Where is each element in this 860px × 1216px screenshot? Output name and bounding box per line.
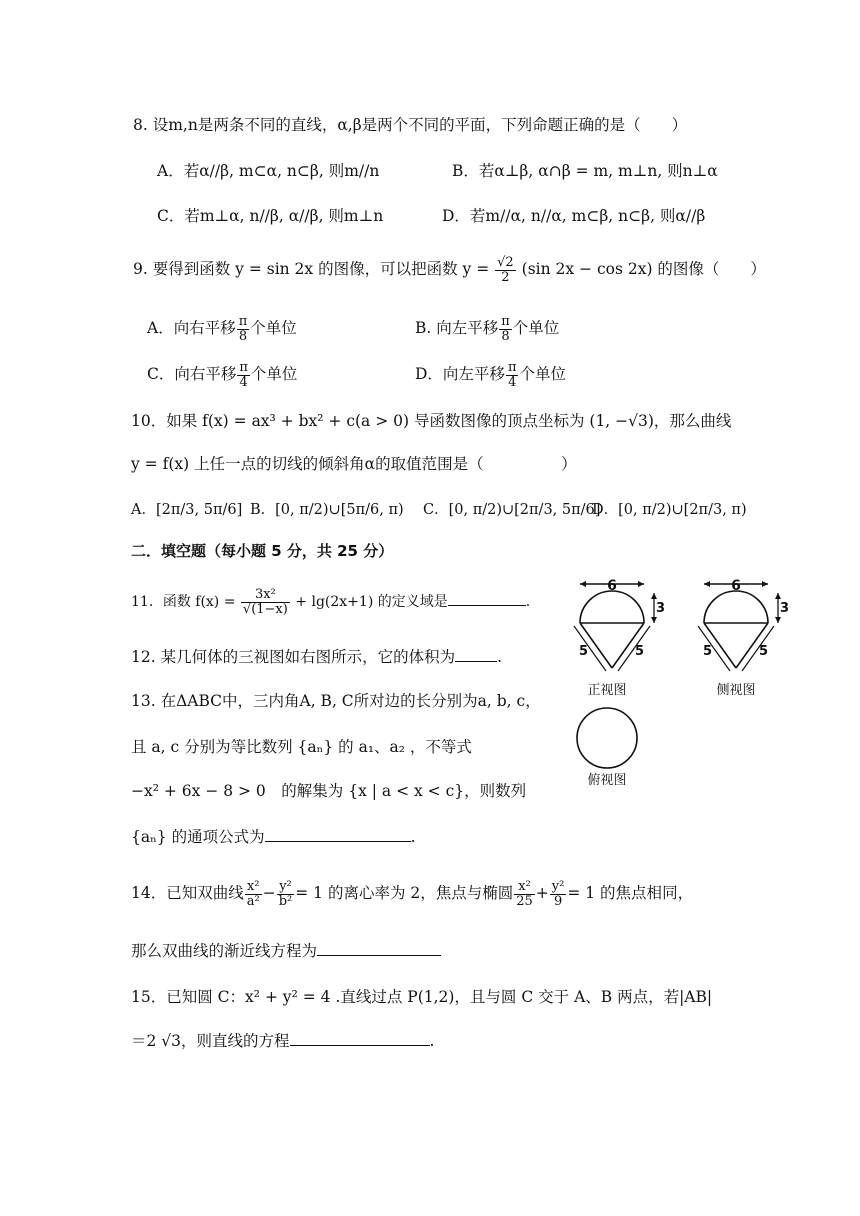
q14-line2 [131, 944, 441, 960]
q11-fraction [241, 588, 290, 616]
q9-option-b [415, 315, 559, 343]
q9-b-fraction [499, 315, 512, 343]
front-dim-right: 5 [635, 644, 645, 659]
q12-answer-blank[interactable] [455, 660, 497, 662]
section-heading-fill-in: 二．填空题（每小题 5 分，共 25 分） [131, 542, 394, 560]
q8-stem: 8. 设m,n是两条不同的直线，α,β是两个不同的平面，下列命题正确的是（ ） [133, 116, 688, 134]
q9-stem-part-b: (sin 2x − cos 2x) 的图像（ ） [521, 260, 766, 279]
q9-a-fraction [237, 315, 250, 343]
q9-b-num: π [501, 314, 510, 329]
q12-end: . [497, 648, 503, 666]
q9-stem [133, 256, 766, 284]
q11-pre: 11．函数 f(x) = [131, 594, 236, 611]
q10-option-c: C．[0, π/2)∪[2π/3, 5π/6] [423, 502, 601, 518]
q14-frac2-num: y² [277, 880, 295, 895]
q8-option-d: D．若m//α, n//α, m⊂β, n⊂β, 则α//β [442, 207, 706, 225]
front-dim-top: 6 [607, 578, 617, 594]
label-side-view: 侧视图 [716, 683, 756, 698]
q9-stem-fraction [495, 256, 516, 284]
q9-a-pre: A．向右平移 [147, 319, 236, 338]
q9-d-num: π [507, 360, 517, 375]
q9-c-den: 4 [239, 374, 248, 390]
q14-frac1 [245, 880, 262, 908]
top-view [577, 708, 637, 788]
q9-a-den: 8 [238, 328, 248, 344]
q9-b-pre: B. 向左平移 [415, 319, 499, 338]
q9-option-d [415, 361, 566, 389]
side-dim-top: 6 [731, 578, 741, 594]
q13-line2: 且 a, c 分别为等比数列 {aₙ} 的 a₁、a₂ ，不等式 [131, 738, 472, 756]
q9-a-num: π [238, 314, 248, 329]
q9-d-den: 4 [508, 374, 517, 390]
q15-line2 [131, 1034, 434, 1050]
label-front-view: 正视图 [587, 683, 627, 698]
q14-frac2 [277, 880, 295, 908]
side-view [698, 578, 789, 698]
q9-stem-part-a: 9. 要得到函数 y = sin 2x 的图像，可以把函数 y = [133, 260, 490, 279]
q8-option-c: C．若m⊥α, n//β, α//β, 则m⊥n [157, 207, 384, 225]
q9-d-pre: D．向左平移 [415, 365, 505, 384]
q13-line4 [131, 830, 416, 846]
front-dim-left: 5 [579, 644, 589, 659]
q9-c-fraction [237, 361, 250, 389]
q9-a-post: 个单位 [250, 319, 297, 338]
q12 [131, 650, 502, 666]
three-view-figure [562, 576, 792, 796]
q11-post: + lg(2x+1) 的定义域是 [295, 594, 448, 611]
q14-frac3-num: x² [514, 880, 535, 895]
side-dim-height: 3 [780, 601, 790, 616]
q11-answer-blank[interactable] [448, 604, 526, 606]
side-dim-right: 5 [759, 644, 769, 659]
q14-minus: − [262, 884, 276, 903]
q15-line2-text: ＝2 √3，则直线的方程 [131, 1032, 290, 1050]
q14-frac3-den: 25 [516, 893, 533, 909]
q8-option-a: A．若α//β, m⊂α, n⊂β, 则m//n [157, 162, 380, 180]
q10-line1: 10．如果 f(x) = ax³ + bx² + c(a > 0) 导函数图像的顶点坐标为 (1, −√3)，那么曲线 [131, 412, 732, 430]
q14-plus: + [535, 884, 549, 903]
q9-b-den: 8 [501, 328, 510, 344]
q12-text: 12. 某几何体的三视图如右图所示，它的体积为 [131, 648, 456, 666]
q15-line1: 15．已知圆 C：x² + y² = 4 .直线过点 P(1,2)，且与圆 C 交于 A、B 两点，若|AB| [131, 988, 713, 1006]
front-dim-height: 3 [656, 601, 666, 616]
q8-option-b: B．若α⊥β, α∩β = m, m⊥n, 则n⊥α [452, 162, 718, 180]
q11 [131, 588, 530, 616]
q13-end: . [410, 828, 416, 846]
q9-c-post: 个单位 [250, 365, 298, 384]
q14-line2-text: 那么双曲线的渐近线方程为 [131, 942, 318, 960]
q11-frac-den: √(1−x) [242, 601, 288, 617]
q10-option-a: A．[2π/3, 5π/6] [131, 502, 243, 518]
q14-frac1-num: x² [245, 880, 262, 895]
q14-frac3 [514, 880, 535, 908]
side-dim-left: 5 [703, 644, 713, 659]
q14-frac2-den: b² [278, 893, 293, 909]
q14-frac4 [550, 880, 567, 908]
q9-frac-num: √2 [497, 255, 514, 270]
front-view [574, 578, 665, 698]
q10-option-d: D．[0, π/2)∪[2π/3, π) [592, 502, 747, 518]
q11-end: . [525, 594, 531, 611]
q14-frac4-num: y² [551, 879, 565, 894]
q13-line1: 13. 在ΔABC中，三内角A, B, C所对边的长分别为a, b, c， [131, 692, 541, 710]
label-top-view: 俯视图 [587, 773, 627, 788]
q9-option-a [147, 315, 297, 343]
q14-pre: 14．已知双曲线 [131, 884, 244, 903]
q13-line4-text: {aₙ} 的通项公式为 [131, 828, 265, 846]
q14-frac4-den: 9 [553, 893, 563, 909]
q11-frac-num: 3x² [241, 588, 290, 603]
q14-line1 [131, 880, 693, 908]
q14-mid: = 1 的离心率为 2，焦点与椭圆 [295, 884, 514, 903]
q13-answer-blank[interactable] [265, 840, 411, 842]
q10-line2: y = f(x) 上任一点的切线的倾斜角α的取值范围是（ ） [131, 455, 577, 473]
q9-d-fraction [506, 361, 519, 389]
q13-line3: −x² + 6x − 8 > 0 的解集为 {x | a < x < c}，则数列 [131, 782, 527, 800]
q9-b-post: 个单位 [512, 319, 560, 338]
q14-post: = 1 的焦点相同， [567, 884, 694, 903]
q15-end: . [429, 1032, 435, 1050]
q9-d-post: 个单位 [519, 365, 566, 384]
q15-answer-blank[interactable] [290, 1044, 430, 1046]
q9-frac-den: 2 [501, 269, 510, 285]
q9-option-c [147, 361, 297, 389]
q9-c-num: π [239, 360, 248, 375]
q14-answer-blank[interactable] [317, 954, 441, 956]
q10-option-b: B．[0, π/2)∪[5π/6, π) [250, 502, 404, 518]
q9-c-pre: C．向右平移 [147, 365, 237, 384]
q14-frac1-den: a² [246, 893, 260, 909]
